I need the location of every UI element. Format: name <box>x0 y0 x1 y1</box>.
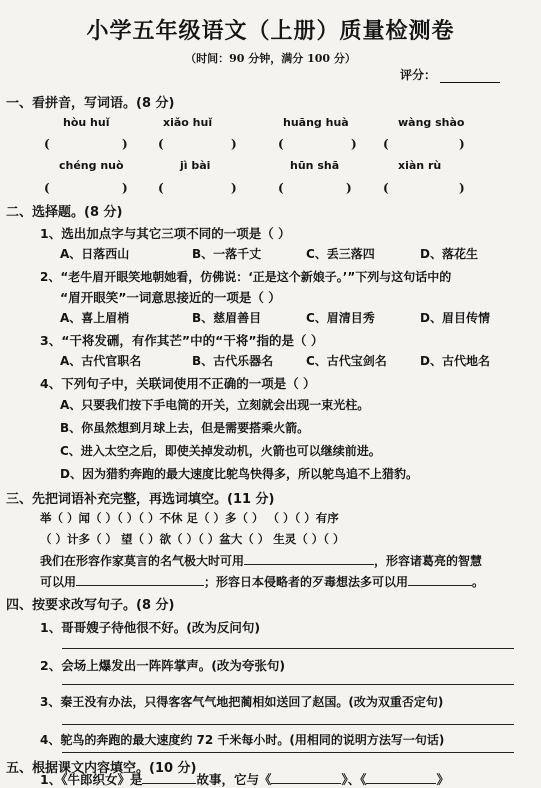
question-2-2: 2、“老牛眉开眼笑地朝她看，仿佛说：‘正是这个新娘子。’”下列与这句话中的 <box>40 270 452 284</box>
idiom-line-2[interactable]: （ ）计多（ ） 望（ ）欲（ ）（ ）盆大（ ） 生灵（ ）（ ） <box>40 532 345 546</box>
pinyin-4: wàng shào <box>398 116 465 129</box>
page-title: 小学五年级语文（上册）质量检测卷 <box>86 19 455 44</box>
option-c[interactable]: C、进入太空之后，即使关掉发动机，火箭也可以继续前进。 <box>60 444 381 458</box>
idiom-line-1[interactable]: 举（ ）闻（ ）（ ）（ ）不休 足（ ）多（ ） （ ）（ ）有序 <box>40 511 339 525</box>
option-a[interactable]: A、古代官职名 <box>60 354 142 368</box>
question-2-4: 4、下列句子中，关联词使用不正确的一项是（ ） <box>40 376 316 391</box>
section-3-heading: 三、先把词语补充完整，再选词填空。(11 分) <box>6 492 275 507</box>
answer-line[interactable] <box>62 724 514 725</box>
question-4-4: 4、鸵鸟的奔跑的最大速度约 72 千米每小时。(用相同的说明方法写一句话) <box>40 733 445 747</box>
pinyin-1: hòu huǐ <box>63 116 110 129</box>
pinyin-3: huāng huà <box>283 116 349 129</box>
option-b[interactable]: B、慈眉善目 <box>192 311 262 325</box>
pinyin-2: xiǎo huǐ <box>163 116 213 129</box>
pinyin-8: xiàn rù <box>398 159 442 172</box>
fill-blank[interactable] <box>271 783 341 784</box>
option-c[interactable]: C、古代宝剑名 <box>306 354 387 368</box>
section-4-heading: 四、按要求改写句子。(8 分) <box>6 598 175 613</box>
score-field <box>400 66 500 83</box>
option-d[interactable]: D、古代地名 <box>420 354 490 368</box>
section-1-heading: 一、看拼音，写词语。(8 分) <box>6 96 175 111</box>
section-2-heading: 二、选择题。(8 分) <box>6 205 123 220</box>
pinyin-5: chéng nuò <box>59 159 124 172</box>
question-4-1: 1、哥哥嫂子待他很不好。(改为反问句) <box>40 620 261 635</box>
option-b[interactable]: B、你虽然想到月球上去，但是需要搭乘火箭。 <box>60 421 310 435</box>
answer-line[interactable] <box>62 752 514 753</box>
fill-blank[interactable] <box>408 585 472 586</box>
answer-line[interactable] <box>62 648 514 649</box>
fill-sentence-1: 我们在形容作家莫言的名气极大时可用 ，形容诸葛亮的智慧 <box>40 554 483 568</box>
option-a[interactable]: A、日落西山 <box>60 247 130 261</box>
fill-blank[interactable] <box>142 783 196 784</box>
section-5-heading: 五、根据课文内容填空。(10 分) <box>6 761 197 776</box>
question-2-2-cont: “眉开眼笑”一词意思接近的一项是（ ） <box>60 290 281 305</box>
option-d[interactable]: D、眉目传情 <box>420 311 490 325</box>
question-4-3: 3、秦王没有办法，只得客客气气地把蔺相如送回了赵国。(改为双重否定句) <box>40 695 444 709</box>
option-d[interactable]: D、因为猎豹奔跑的最大速度比鸵鸟快得多，所以鸵鸟追不上猎豹。 <box>60 467 418 481</box>
option-b[interactable]: B、古代乐器名 <box>192 354 274 368</box>
question-4-2: 2、会场上爆发出一阵阵掌声。(改为夸张句) <box>40 658 286 673</box>
option-c[interactable]: C、眉清目秀 <box>306 311 375 325</box>
fill-blank[interactable] <box>244 564 374 565</box>
question-5-1: 1、《牛郎织女》是 故事，它与《 》、《 》 <box>40 772 449 787</box>
option-b[interactable]: B、一落千丈 <box>192 247 262 261</box>
fill-blank[interactable] <box>76 585 204 586</box>
fill-blank[interactable] <box>366 783 436 784</box>
answer-line[interactable] <box>62 684 514 685</box>
exam-info: （时间：90 分钟，满分 100 分） <box>185 52 356 65</box>
option-a[interactable]: A、只要我们按下手电筒的开关，立刻就会出现一束光柱。 <box>60 398 370 412</box>
pinyin-6: jì bài <box>180 159 211 172</box>
option-c[interactable]: C、丢三落四 <box>306 247 375 261</box>
score-label: 评分： <box>400 68 437 82</box>
question-2-3: 3、“干将发硎，有作其芒”中的“干将”指的是（ ） <box>40 333 324 348</box>
option-a[interactable]: A、喜上眉梢 <box>60 311 130 325</box>
question-2-1: 1、选出加点字与其它三项不同的一项是（ ） <box>40 226 291 241</box>
option-d[interactable]: D、落花生 <box>420 247 478 261</box>
score-blank[interactable] <box>440 82 500 83</box>
fill-sentence-2: 可以用 ；形容日本侵略者的歹毒想法多可以用 。 <box>40 575 485 589</box>
pinyin-7: hūn shā <box>290 159 340 172</box>
